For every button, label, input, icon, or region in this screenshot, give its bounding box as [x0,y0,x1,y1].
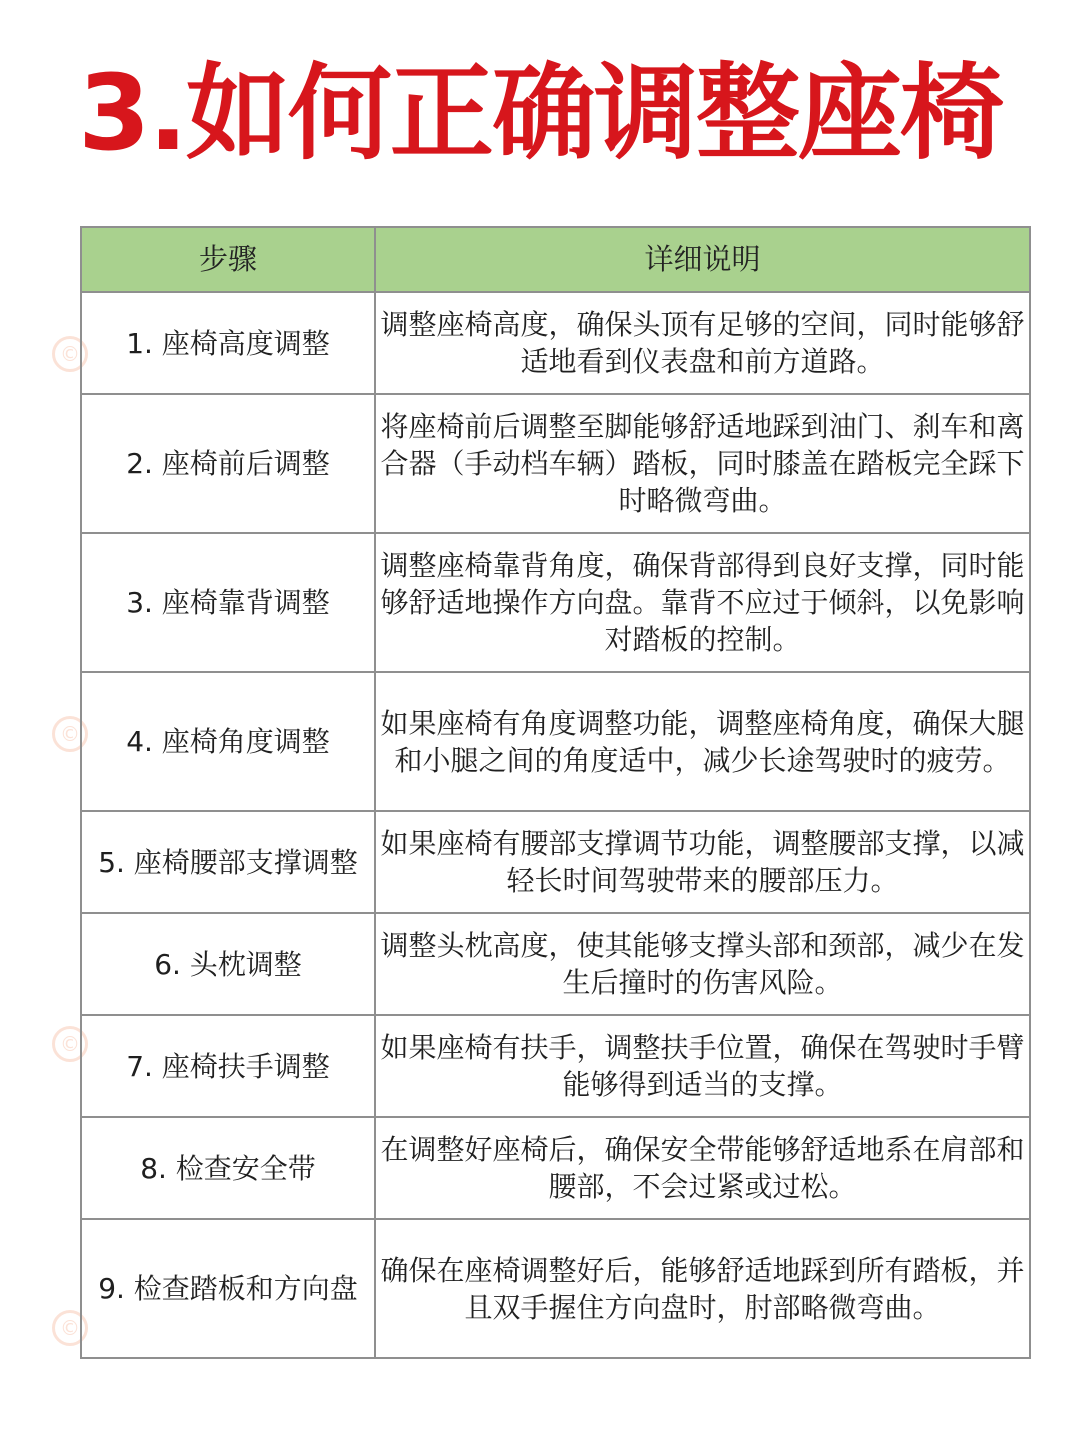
header-detail: 详细说明 [375,227,1030,292]
watermark-icon: © [52,1026,88,1062]
detail-cell: 调整座椅靠背角度，确保背部得到良好支撑，同时能够舒适地操作方向盘。靠背不应过于倾斜，以免影响对踏板的控制。 [375,533,1030,672]
page-title: 3.如何正确调整座椅 [78,52,1002,174]
table-row [81,394,1030,533]
watermark-icon: © [52,336,88,372]
step-cell: 2. 座椅前后调整 [81,394,375,533]
step-cell: 8. 检查安全带 [81,1117,375,1219]
detail-cell: 调整头枕高度，使其能够支撑头部和颈部，减少在发生后撞时的伤害风险。 [375,913,1030,1015]
header-step: 步骤 [81,227,375,292]
step-cell: 5. 座椅腰部支撑调整 [81,811,375,913]
table-row [81,1015,1030,1117]
detail-cell: 将座椅前后调整至脚能够舒适地踩到油门、刹车和离合器（手动档车辆）踏板，同时膝盖在踏板完全踩下时略微弯曲。 [375,394,1030,533]
detail-cell: 如果座椅有扶手，调整扶手位置，确保在驾驶时手臂能够得到适当的支撑。 [375,1015,1030,1117]
watermark-icon: © [52,1310,88,1346]
table-row [81,672,1030,811]
detail-cell: 如果座椅有角度调整功能，调整座椅角度，确保大腿和小腿之间的角度适中，减少长途驾驶时的疲劳。 [375,672,1030,811]
table-header-row [81,227,1030,292]
step-cell: 7. 座椅扶手调整 [81,1015,375,1117]
detail-cell: 调整座椅高度，确保头顶有足够的空间，同时能够舒适地看到仪表盘和前方道路。 [375,292,1030,394]
table-row [81,533,1030,672]
table-row [81,811,1030,913]
table-row [81,292,1030,394]
step-cell: 3. 座椅靠背调整 [81,533,375,672]
detail-cell: 在调整好座椅后，确保安全带能够舒适地系在肩部和腰部，不会过紧或过松。 [375,1117,1030,1219]
table-row [81,913,1030,1015]
step-cell: 6. 头枕调整 [81,913,375,1015]
step-cell: 9. 检查踏板和方向盘 [81,1219,375,1358]
table-row [81,1117,1030,1219]
detail-cell: 如果座椅有腰部支撑调节功能，调整腰部支撑，以减轻长时间驾驶带来的腰部压力。 [375,811,1030,913]
table-row [81,1219,1030,1358]
step-cell: 1. 座椅高度调整 [81,292,375,394]
steps-table [80,226,1031,1359]
detail-cell: 确保在座椅调整好后，能够舒适地踩到所有踏板，并且双手握住方向盘时，肘部略微弯曲。 [375,1219,1030,1358]
watermark-icon: © [52,716,88,752]
step-cell: 4. 座椅角度调整 [81,672,375,811]
